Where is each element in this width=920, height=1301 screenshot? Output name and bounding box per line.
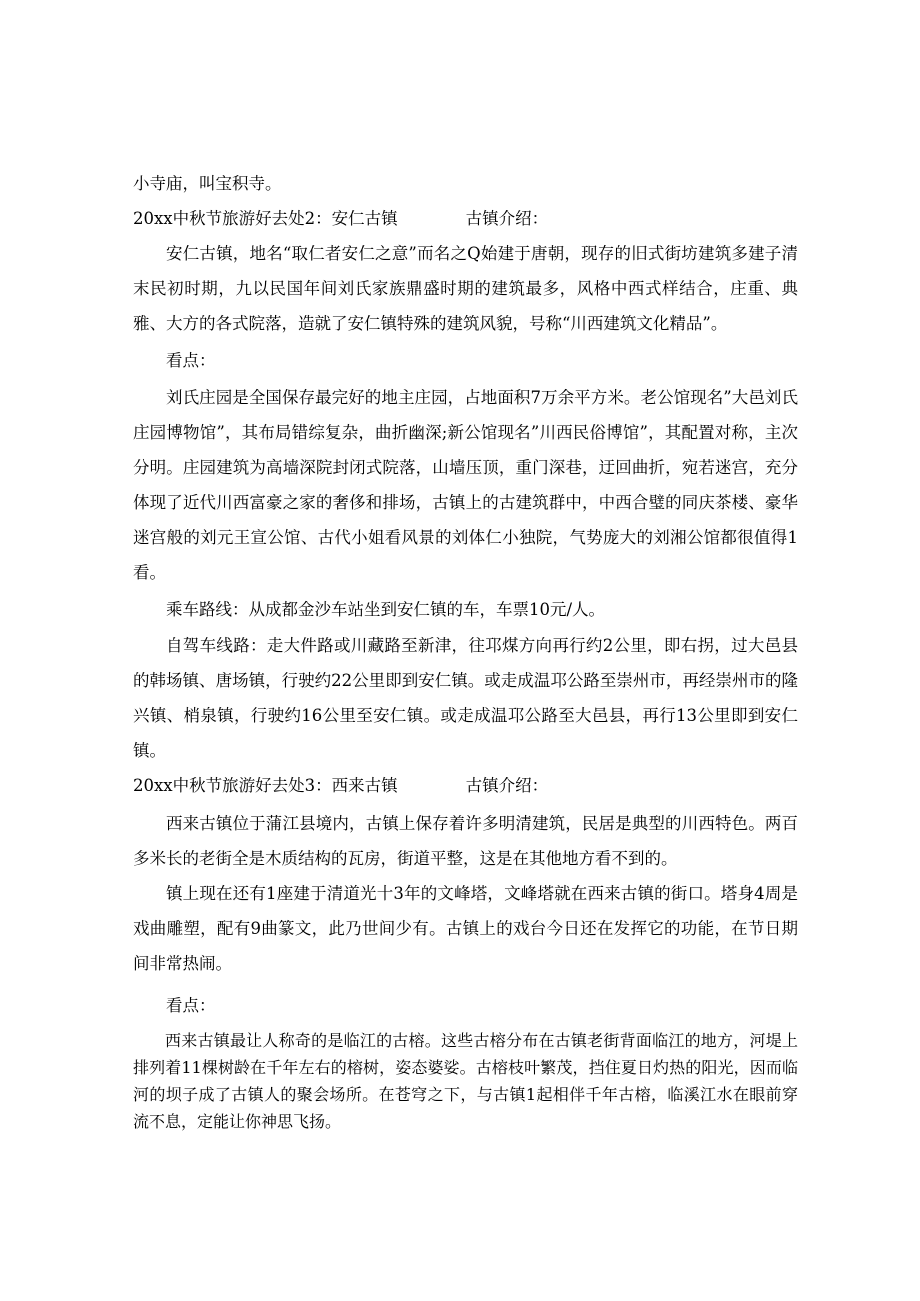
section3-highlights-paragraph: 西来古镇最让人称奇的是临江的古榕。这些古榕分布在古镇老街背面临江的地方，河堤上排列着11棵树龄在千年左右的榕树，姿态婆娑。古榕枝叶繁茂，挡住夏日灼热的阳光，因而临河的坝子成了古镇人的聚会场所。在苍穹之下，与古镇1起相伴千年古榕，临溪江水在眼前穿流不息，定能让你神思飞扬。 bbox=[133, 1031, 798, 1131]
section2-heading: 20xx中秋节旅游好去处2：安仁古镇 bbox=[133, 209, 398, 228]
section2-highlights-label: 看点： bbox=[166, 351, 216, 370]
section2-heading-line bbox=[133, 201, 798, 236]
section3-subheading: 古镇介绍： bbox=[465, 776, 549, 795]
section3-heading-line bbox=[133, 768, 798, 803]
section2-subheading: 古镇介绍： bbox=[465, 209, 549, 228]
section3-heading: 20xx中秋节旅游好去处3：西来古镇 bbox=[133, 776, 398, 795]
section2-drive-route: 自驾车线路：走大件路或川藏路至新津，往邛煤方向再行约2公里，即右拐，过大邑县的韩场镇、唐场镇，行驶约22公里即到安仁镇。或走成温邛公路至崇州市，再经崇州市的隆兴镇、梢泉镇，行驶约16公里至安仁镇。或走成温邛公路至大邑县，再行13公里即到安仁镇。 bbox=[133, 636, 798, 760]
section3-highlights-label: 看点： bbox=[166, 996, 216, 1015]
section2-intro-paragraph: 安仁古镇，地名“取仁者安仁之意”而名之Q始建于唐朝，现存的旧式街坊建筑多建子清末民初时期，九以民国年间刘氏家族鼎盛时期的建筑最多，风格中西式样结合，庄重、典雅、大方的各式院落，造就了安仁镇特殊的建筑风貌，号称“川西建筑文化精品”。 bbox=[133, 244, 798, 333]
section2-bus-route: 乘车路线：从成都金沙车站坐到安仁镇的车，车票10元/人。 bbox=[166, 600, 606, 619]
intro-tail-paragraph: 小寺庙，叫宝积寺。 bbox=[133, 174, 282, 193]
section2-highlights-paragraph: 刘氏庄园是全国保存最完好的地主庄园，占地面积7万余平方米。老公馆现名”大邑刘氏庄园博物馆”，其布局错综复杂，曲折幽深;新公馆现名”川西民俗博馆”，其配置对称，主次分明。庄园建筑为高墙深院封闭式院落，山墙压顶，重门深巷，迂回曲折，宛若迷宫，充分体现了近代川西富豪之家的奢侈和排场，古镇上的古建筑群中，中西合璧的同庆茶楼、豪华迷宫般的刘元王宣公馆、古代小姐看风景的刘体仁小独院，气势庞大的刘湘公馆都很值得1看。 bbox=[133, 388, 798, 582]
section3-tower-paragraph: 镇上现在还有1座建于清道光十3年的文峰塔，文峰塔就在西来古镇的街口。塔身4周是戏曲雕塑，配有9曲篆文，此乃世间少有。古镇上的戏台今日还在发挥它的功能，在节日期间非常热闹。 bbox=[133, 884, 798, 973]
section3-intro-paragraph: 西来古镇位于蒲江县境内，古镇上保存着许多明清建筑，民居是典型的川西特色。两百多米长的老街全是木质结构的瓦房，街道平整，这是在其他地方看不到的。 bbox=[133, 814, 798, 868]
